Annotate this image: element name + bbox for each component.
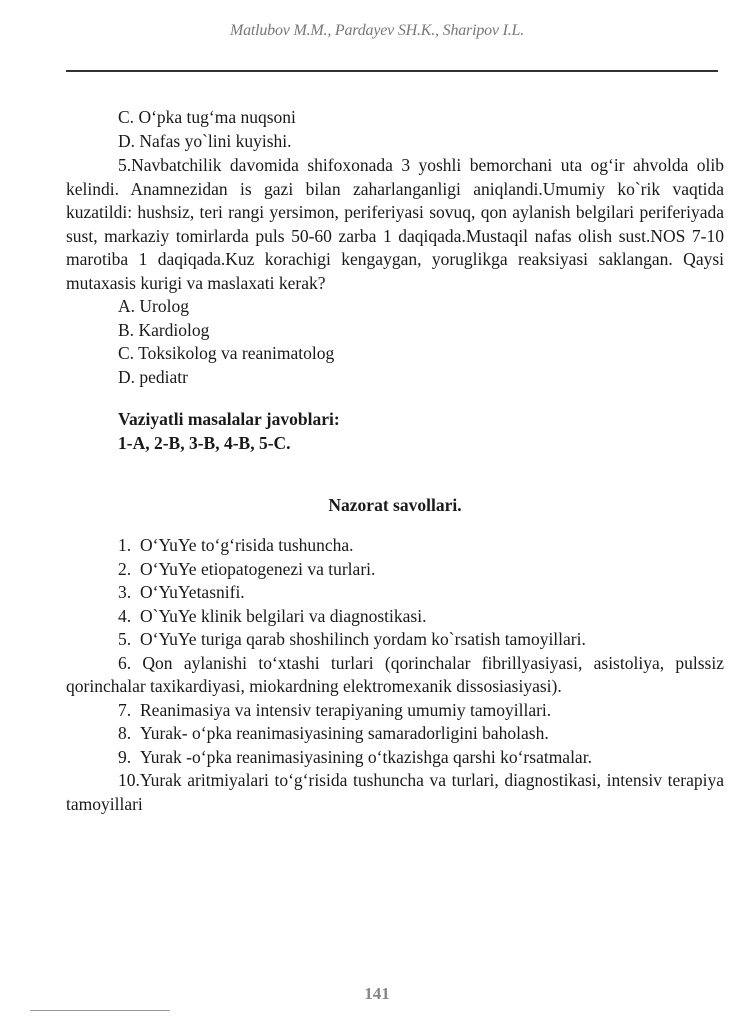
list-item [66, 652, 724, 699]
option-letter: D. [118, 130, 136, 151]
item-number: 1. [118, 535, 132, 555]
footer-rule [30, 1010, 170, 1011]
item-text: O‘YuYetasnifi. [140, 582, 245, 602]
answers-title: Vaziyatli masalalar javoblari: [118, 409, 340, 429]
text-line: saklangan. Qaysi mutaxasis kurigi va maslaxati kerak? [66, 249, 725, 293]
option-b [66, 319, 724, 343]
option-letter: D. [118, 366, 136, 387]
option-text: Urolog [139, 296, 189, 316]
item-text: O‘YuYe turiga qarab shoshilinch yordam ko`rsatish tamoyillari. [140, 629, 586, 649]
list-item [66, 699, 724, 723]
item-number: 8. [118, 723, 132, 743]
item-text: O‘YuYe etiopatogenezi va turlari. [140, 558, 376, 579]
text-line: ahvolda olib kelindi. Anamnezidan is gazi bilan zaharlanganligi [66, 155, 725, 199]
item-text: Yurak aritmiyalari to‘g‘risida tushuncha va turlari, diagnostikasi, intensiv terapiya tamoyillari [66, 770, 724, 814]
text-line: tomirlarda puls 50-60 zarba 1 daqiqada.Mustaqil nafas olish sust.NOS 7- [175, 225, 707, 246]
text-line: 5.Navbatchilik davomida shifoxonada 3 yoshli bemorchani uta og‘ir [118, 155, 625, 175]
option-text: Nafas yo`lini kuyishi. [139, 130, 292, 151]
item-number: 3. [118, 582, 132, 602]
list-item [66, 628, 724, 652]
text-line: periferiyasi sovuq, qon aylanish belgilari periferiyada sust, markaziy [66, 202, 724, 246]
option-c [66, 342, 724, 366]
item-number: 7. [118, 699, 132, 720]
option-c [66, 106, 724, 130]
item-text: Reanimasiya va intensiv terapiyaning umumiy tamoyillari. [140, 699, 552, 720]
option-letter: C. [118, 343, 135, 363]
item-text: O`YuYe klinik belgilari va diagnostikasi. [140, 605, 427, 626]
text-line: 10 marotiba 1 daqiqada.Kuz korachigi kengaygan, yoruglikga reaksiyasi [66, 225, 724, 269]
item-number: 5. [118, 629, 132, 649]
answers-text: 1-A, 2-B, 3-B, 4-B, 5-C. [118, 432, 291, 453]
question-5 [66, 154, 724, 389]
item-number: 4. [118, 605, 132, 626]
text-line: aniqlandi.Umumiy ko`rik vaqtida kuzatildi: hushsiz, teri rangi yersimon, [66, 178, 724, 222]
option-d [66, 130, 724, 154]
item-number: 9. [118, 746, 132, 767]
list-item [66, 746, 724, 770]
item-text: Qon aylanishi to‘xtashi turlari (qorinchalar fibrillyasiyasi, asistoliya, pulssiz qorinchalar taxikardiyasi, miokardning elektromexanik dissosiasiyasi). [66, 652, 724, 696]
option-letter: C. [118, 107, 135, 127]
page-number: 141 [364, 984, 390, 1003]
item-text: Yurak -o‘pka reanimasiyasining o‘tkazishga qarshi ko‘rsatmalar. [140, 746, 592, 767]
previous-question-options [66, 106, 724, 153]
header-rule [66, 70, 718, 72]
option-text: O‘pka tug‘ma nuqsoni [138, 107, 296, 127]
option-a [66, 295, 724, 319]
list-item [66, 558, 724, 582]
item-text: Yurak- o‘pka reanimasiyasining samaradorligini baholash. [140, 723, 549, 743]
option-letter: B. [118, 319, 135, 340]
answers-block [66, 408, 724, 455]
option-text: pediatr [139, 366, 188, 387]
option-text: Kardiolog [138, 319, 210, 340]
option-d [66, 366, 724, 390]
list-item [66, 722, 724, 746]
list-item [66, 581, 724, 605]
question-5-text [66, 154, 724, 295]
control-questions-list [66, 534, 724, 816]
running-header: Matlubov M.M., Pardayev SH.K., Sharipov I.L. [229, 22, 525, 39]
list-item [66, 534, 724, 558]
item-number: 2. [118, 558, 132, 579]
item-number: 6. [118, 652, 132, 673]
option-text: Toksikolog va reanimatolog [138, 343, 335, 363]
item-number: 10. [118, 770, 140, 790]
item-text: O‘YuYe to‘g‘risida tushuncha. [140, 535, 354, 555]
list-item [66, 769, 724, 816]
option-letter: A. [118, 296, 136, 316]
list-item [66, 605, 724, 629]
control-questions-title: Nazorat savollari. [328, 495, 462, 515]
